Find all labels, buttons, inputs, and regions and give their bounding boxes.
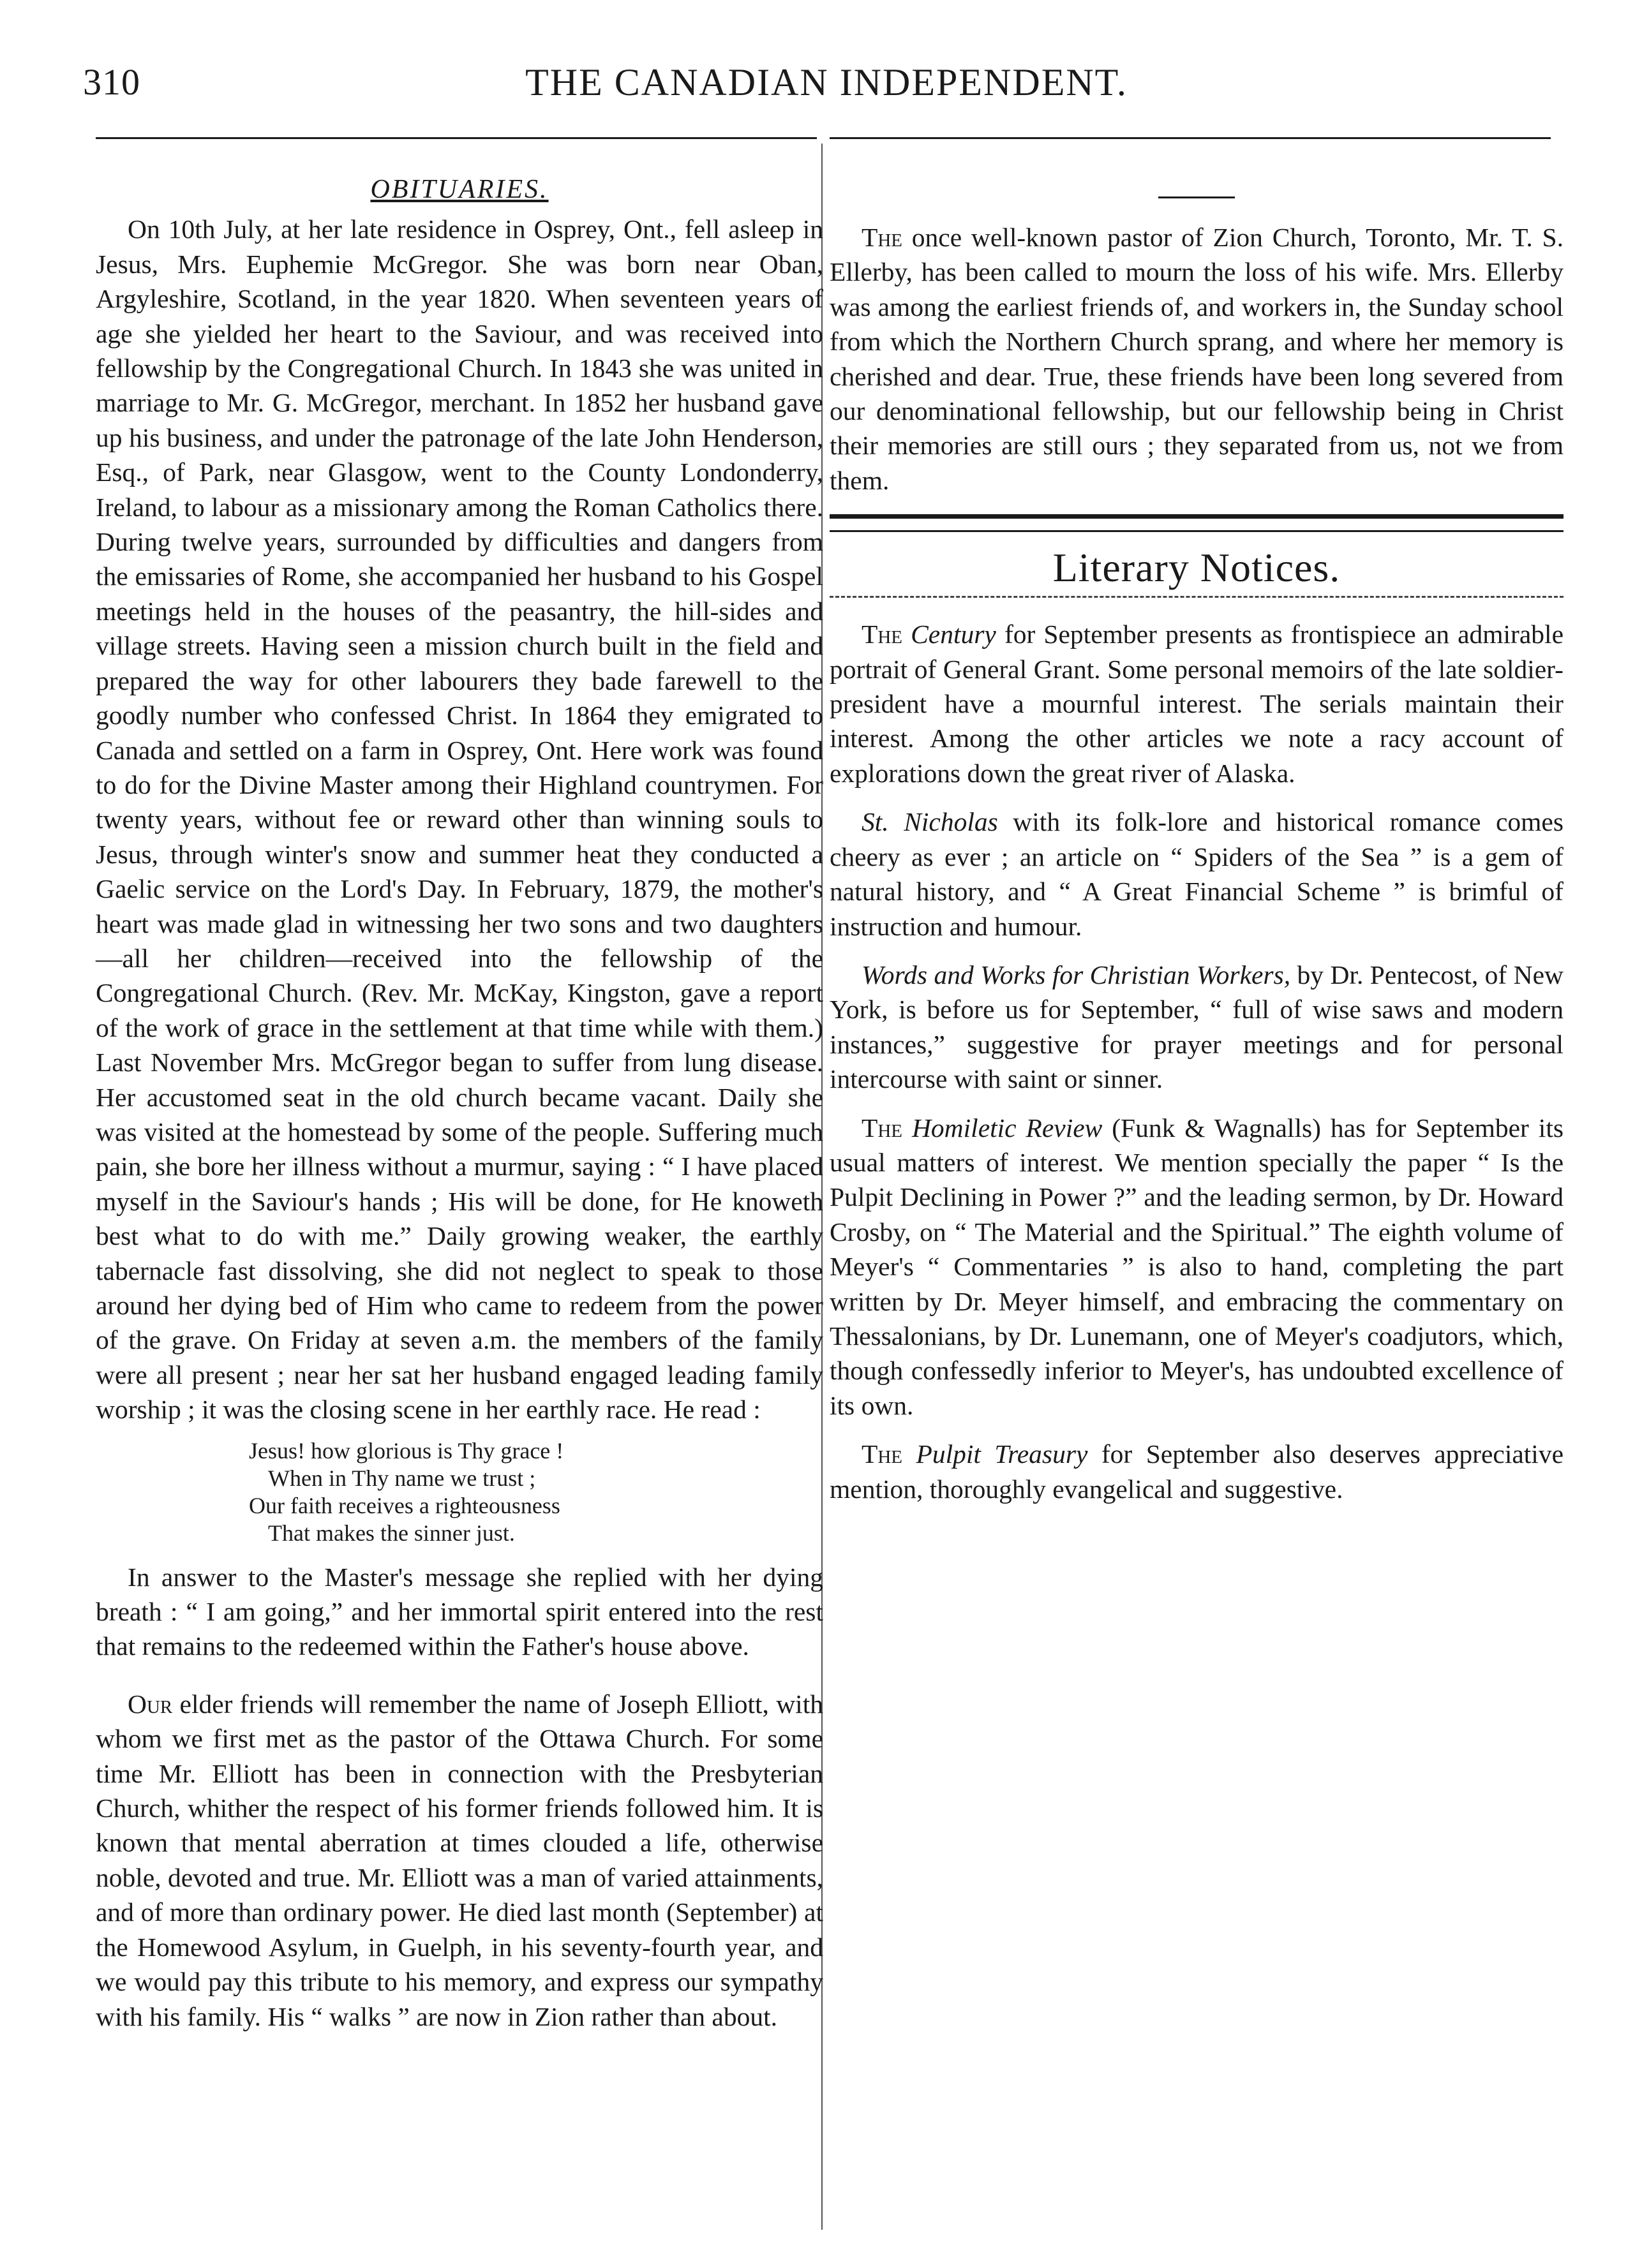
notice-homiletic-review [830,1111,1564,1423]
obituary-ellerby [830,220,1564,498]
notice-pulpit-treasury [830,1437,1564,1506]
lead-word: The [862,1113,903,1143]
verse-line: Jesus! how glorious is Thy grace ! [249,1437,564,1464]
periodical-title: Century [911,619,996,649]
periodical-title: Words and Works for Christian Workers, [862,960,1291,989]
lead-word: The [862,1439,903,1469]
notice-words-and-works [830,958,1564,1097]
obituary-ellerby-text: once well-known pastor of Zion Church, Toronto, Mr. T. S. Ellerby, has been called to mourn the loss of his wife. Mrs. Ellerby was among the earliest friends of, and workers in, the Sunday school from which the Northern Church sprang, and where her memory is cherished and dear. True, these friends have been long severed from our denominational fellowship, but our fellowship being in Christ their memories are still ours ; they separated from us, not we from them. [830,223,1564,495]
literary-notices-heading: Literary Notices. [1052,545,1341,591]
obituary-elliott [96,1687,823,2034]
verse-line: That makes the sinner just. [268,1520,515,1546]
notice-century [830,617,1564,790]
hymn-verse [96,1437,823,1547]
verse-line: When in Thy name we trust ; [268,1465,536,1491]
periodical-title: Pulpit Treasury [916,1439,1088,1469]
obituary-mcgregor-closing: In answer to the Master's message she replied with her dying breath : “ I am going,” and her immortal spirit entered into the rest that remains to the redeemed within the Father's house above. [96,1562,823,1661]
notice-st-nicholas [830,804,1564,944]
running-header [83,61,1570,112]
lead-word: Our [128,1689,173,1719]
obituaries-heading: OBITUARIES. [370,175,549,204]
notice-text: by Dr. Pentecost, of New York, is before us for September, “ full of wise saws and modern instances,” suggestive for prayer meetings and for personal intercourse with saint or sinner. [830,960,1564,1094]
left-column [96,172,823,2034]
obituary-elliott-text: elder friends will remember the name of Joseph Elliott, with whom we first met as the pastor of the Ottawa Church. For some time Mr. Elliott has been in connection with the Presbyterian Church, whither the respect of his former friends followed him. It is known that mental aberration at times clouded a life, otherwise noble, devoted and true. Mr. Elliott was a man of varied attainments, and of more than ordinary power. He died last month (September) at the Homewood Asylum, in Guelph, in his seventy-fourth year, and we would pay this tribute to his memory, and express our sympathy with his family. His “ walks ” are now in Zion rather than about. [96,1689,823,2031]
heading-dashed-rule [830,596,1564,598]
header-rule-right [830,137,1551,139]
right-column [830,172,1564,1506]
obituary-mcgregor: On 10th July, at her late residence in Osprey, Ont., fell asleep in Jesus, Mrs. Euphemie McGregor. She was born near Oban, Argyleshire, Scotland, in the year 1820. When seventeen years of age she yielded her heart to the Saviour, and was received into fellowship by the Congregational Church. In 1843 she was united in marriage to Mr. G. McGregor, merchant. In 1852 her husband gave up his business, and under the patronage of the late John Henderson, Esq., of Park, near Glasgow, went to the County Londonderry, Ireland, to labour as a missionary among the Roman Catholics there. During twelve years, surrounded by difficulties and dangers from the emissaries of Rome, she accompanied her husband to his Gospel meetings held in the houses of the peasantry, the hill-sides and village streets. Having seen a mission church built in the field and prepared the way for other labourers they bade farewell to the goodly number who confessed Christ. In 1864 they emigrated to Canada and settled on a farm in Osprey, Ont. Here work was found to do for the Divine Master among their Highland countrymen. For twenty years, without fee or reward other than winning souls to Jesus, through winter's snow and summer heat they conducted a Gaelic service on the Lord's Day. In February, 1879, the mother's heart was made glad in witnessing her two sons and two daughters—all her children—received into the fellowship of the Congregational Church. (Rev. Mr. McKay, Kingston, gave a report of the work of grace in the settlement at that time while with them.) Last November Mrs. McGregor began to suffer from lung disease. Her accustomed seat in the old church became vacant. Daily she was visited at the homestead by some of the people. Suffering much pain, she bore her illness without a murmur, saying : “ I have placed myself in the Saviour's hands ; His will be done, for He knoweth best what to do with me.” Daily growing weaker, the earthly tabernacle fast dissolving, she did not neglect to speak to those around her dying bed of Him who came to redeem from the power of the grave. On Friday at seven a.m. the members of the family were all present ; near her sat her husband engaged leading family worship ; it was the closing scene in her earthly race. He read : [96,214,823,1425]
verse-line: Our faith receives a righteousness [249,1492,560,1518]
periodical-title: Homiletic Review [911,1113,1103,1143]
notice-text: with its folk-lore and historical romance comes cheery as ever ; an article on “ Spiders of the Sea ” is a gem of natural history, and “ A Great Financial Scheme ” is brimful of instruction and humour. [830,807,1564,941]
notice-text: for September presents as frontispiece an admirable portrait of General Grant. Some personal memoirs of the late soldier-president have a mournful interest. The serials maintain their interest. Among the other articles we note a racy account of explorations down the great river of Alaska. [830,619,1564,788]
journal-title: THE CANADIAN INDEPENDENT. [525,61,1128,103]
section-double-rule [830,514,1564,532]
page-number: 310 [83,61,140,103]
notice-text: (Funk & Wagnalls) has for September its usual matters of interest. We mention specially the paper “ Is the Pulpit Declining in Power ?” and the leading sermon, by Dr. Howard Crosby, on “ The Material and the Spiritual.” The eighth volume of Meyer's “ Commentaries ” is also to hand, completing the part written by Dr. Meyer himself, and embracing the commentary on Thessalonians, by Dr. Lunemann, one of Meyer's coadjutors, which, though confessedly inferior to Meyer's, has undoubted excellence of its own. [830,1113,1564,1420]
section-separator [1158,196,1235,198]
notice-text: for September also deserves appreciative mention, thoroughly evangelical and suggestive. [830,1439,1564,1504]
lead-word: The [862,223,903,252]
lead-word: The [862,619,903,649]
periodical-title: St. Nicholas [862,807,998,837]
header-rule-left [96,137,817,139]
